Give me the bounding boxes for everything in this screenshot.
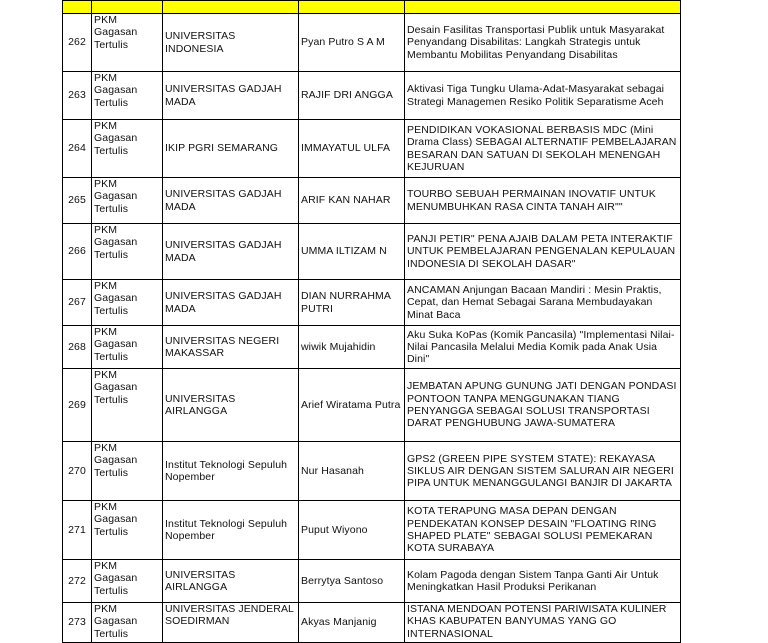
category-cell: PKM Gagasan Tertulis (92, 224, 163, 280)
title-cell: ANCAMAN Anjungan Bacaan Mandiri : Mesin Praktis, Cepat, dan Hemat Sebagai Sarana Membudayakan Minat Baca (405, 280, 681, 326)
university-cell: UNIVERSITAS GADJAH MADA (163, 178, 299, 224)
name-cell: DIAN NURRAHMA PUTRI (299, 280, 405, 326)
name-cell: Nur Hasanah (299, 442, 405, 501)
title-cell: JEMBATAN APUNG GUNUNG JATI DENGAN PONDASI PONTOON TANPA MENGGUNAKAN TIANG PENYANGGA SEBAGAI SOLUSI TRANSPORTASI DARAT PENGHUBUNG JAWA-SUMATERA (405, 369, 681, 442)
name-cell: IMMAYATUL ULFA (299, 120, 405, 178)
title-cell: Desain Fasilitas Transportasi Publik untuk Masyarakat Penyandang Disabilitas: Langkah Strategis untuk Membantu Mobilitas Penyandang Disabilitas (405, 14, 681, 72)
university-cell: UNIVERSITAS INDONESIA (163, 14, 299, 72)
category-cell: PKM Gagasan Tertulis (92, 280, 163, 326)
table-row (63, 442, 681, 501)
name-cell: Akyas Manjanig (299, 603, 405, 643)
title-cell: ISTANA MENDOAN POTENSI PARIWISATA KULINER KHAS KABUPATEN BANYUMAS YANG GO INTERNASIONAL (405, 603, 681, 643)
row-number: 273 (63, 603, 92, 643)
category-cell: PKM Gagasan Tertulis (92, 72, 163, 120)
university-cell: UNIVERSITAS AIRLANGGA (163, 560, 299, 603)
header-row (63, 1, 681, 14)
header-cell (163, 1, 299, 14)
university-cell: UNIVERSITAS AIRLANGGA (163, 369, 299, 442)
university-cell: UNIVERSITAS GADJAH MADA (163, 72, 299, 120)
category-cell: PKM Gagasan Tertulis (92, 560, 163, 603)
header-cell (299, 1, 405, 14)
table-row (63, 369, 681, 442)
name-cell: Puput Wiyono (299, 501, 405, 560)
university-cell: Institut Teknologi Sepuluh Nopember (163, 501, 299, 560)
category-cell: PKM Gagasan Tertulis (92, 442, 163, 501)
row-number: 263 (63, 72, 92, 120)
name-cell: ARIF KAN NAHAR (299, 178, 405, 224)
table-row (63, 72, 681, 120)
category-cell: PKM Gagasan Tertulis (92, 603, 163, 643)
name-cell: Berrytya Santoso (299, 560, 405, 603)
category-cell: PKM Gagasan Tertulis (92, 14, 163, 72)
row-number: 269 (63, 369, 92, 442)
title-cell: Aktivasi Tiga Tungku Ulama-Adat-Masyarakat sebagai Strategi Managemen Resiko Politik Separatisme Aceh (405, 72, 681, 120)
table-row (63, 326, 681, 369)
name-cell: RAJIF DRI ANGGA (299, 72, 405, 120)
category-cell: PKM Gagasan Tertulis (92, 120, 163, 178)
university-cell: IKIP PGRI SEMARANG (163, 120, 299, 178)
results-table (62, 0, 681, 643)
title-cell: Kolam Pagoda dengan Sistem Tanpa Ganti Air Untuk Meningkatkan Hasil Produksi Perikanan (405, 560, 681, 603)
category-cell: PKM Gagasan Tertulis (92, 178, 163, 224)
header-cell (63, 1, 92, 14)
name-cell: wiwik Mujahidin (299, 326, 405, 369)
table-row (63, 560, 681, 603)
name-cell: UMMA ILTIZAM N (299, 224, 405, 280)
spreadsheet (62, 0, 681, 643)
title-cell: KOTA TERAPUNG MASA DEPAN DENGAN PENDEKATAN KONSEP DESAIN "FLOATING RING SHAPED PLATE" SEBAGAI SOLUSI PEMEKARAN KOTA SURABAYA (405, 501, 681, 560)
table-row (63, 224, 681, 280)
category-cell: PKM Gagasan Tertulis (92, 501, 163, 560)
header-cell (405, 1, 681, 14)
table-row (63, 603, 681, 643)
table-row (63, 178, 681, 224)
title-cell: PANJI PETIR" PENA AJAIB DALAM PETA INTERAKTIF UNTUK PEMBELAJARAN PENGENALAN KEPULAUAN INDONESIA DI SEKOLAH DASAR" (405, 224, 681, 280)
row-number: 272 (63, 560, 92, 603)
row-number: 267 (63, 280, 92, 326)
name-cell: Arief Wiratama Putra (299, 369, 405, 442)
table-row (63, 120, 681, 178)
row-number: 262 (63, 14, 92, 72)
university-cell: UNIVERSITAS GADJAH MADA (163, 224, 299, 280)
title-cell: GPS2 (GREEN PIPE SYSTEM STATE): REKAYASA SIKLUS AIR DENGAN SISTEM SALURAN AIR NEGERI PIPA UNTUK MENANGGULANGI BANJIR DI JAKARTA (405, 442, 681, 501)
row-number: 268 (63, 326, 92, 369)
row-number: 271 (63, 501, 92, 560)
row-number: 270 (63, 442, 92, 501)
university-cell: UNIVERSITAS NEGERI MAKASSAR (163, 326, 299, 369)
table-row (63, 14, 681, 72)
university-cell: Institut Teknologi Sepuluh Nopember (163, 442, 299, 501)
table-row (63, 501, 681, 560)
title-cell: Aku Suka KoPas (Komik Pancasila) "Implementasi Nilai-Nilai Pancasila Melalui Media Komik pada Anak Usia Dini" (405, 326, 681, 369)
university-cell: UNIVERSITAS JENDERAL SOEDIRMAN (163, 603, 299, 643)
row-number: 266 (63, 224, 92, 280)
row-number: 265 (63, 178, 92, 224)
title-cell: PENDIDIKAN VOKASIONAL BERBASIS MDC (Mini Drama Class) SEBAGAI ALTERNATIF PEMBELAJARAN BESARAN DAN SATUAN DI SEKOLAH MENENGAH KEJURUAN (405, 120, 681, 178)
table-row (63, 280, 681, 326)
name-cell: Pyan Putro S A M (299, 14, 405, 72)
header-cell (92, 1, 163, 14)
university-cell: UNIVERSITAS GADJAH MADA (163, 280, 299, 326)
title-cell: TOURBO SEBUAH PERMAINAN INOVATIF UNTUK MENUMBUHKAN RASA CINTA TANAH AIR"" (405, 178, 681, 224)
category-cell: PKM Gagasan Tertulis (92, 369, 163, 442)
category-cell: PKM Gagasan Tertulis (92, 326, 163, 369)
row-number: 264 (63, 120, 92, 178)
